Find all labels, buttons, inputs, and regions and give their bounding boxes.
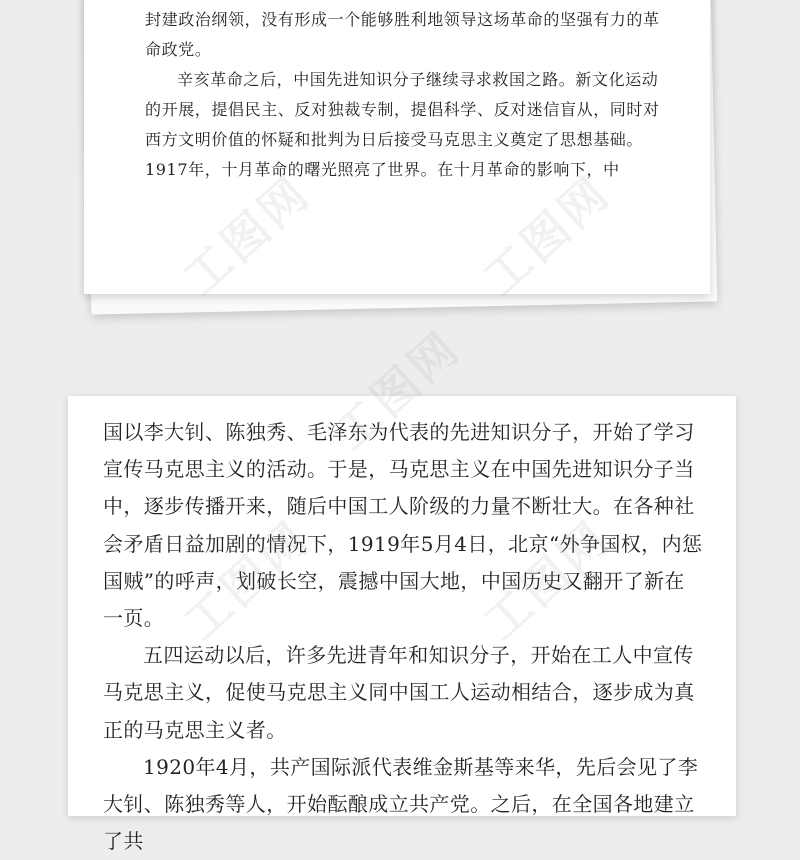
bottom-paragraph-1: 国以李大钊、陈独秀、毛泽东为代表的先进知识分子，开始了学习宣传马克思主义的活动。于是，马克思主义在中国先进知识分子当中，逐步传播开来，随后中国工人阶级的力量不断壮大。在各种社会矛盾日益加剧的情况下，1919年5月4日，北京“外争国权，内惩国贼”的呼声，划破长空，震撼中国大地，中国历史又翻开了新在一页。 xyxy=(103,420,703,631)
watermark: 工图网 xyxy=(323,319,471,461)
top-paragraph-2: 辛亥革命之后，中国先进知识分子继续寻求救国之路。新文化运动的开展，提倡民主、反对独裁专制，提倡科学、反对迷信盲从，同时对西方文明价值的怀疑和批判为日后接受马克思主义奠定了思想基础。1917年，十月革命的曙光照亮了世界。在十月革命的影响下，中 xyxy=(145,70,660,179)
top-page-text xyxy=(145,5,665,185)
top-paragraph-1: 封建政治纲领，没有形成一个能够胜利地领导这场革命的坚强有力的革命政党。 xyxy=(145,10,660,59)
bottom-paragraph-2: 五四运动以后，许多先进青年和知识分子，开始在工人中宣传马克思主义，促使马克思主义同中国工人运动相结合，逐步成为真正的马克思主义者。 xyxy=(103,643,695,742)
bottom-paragraph-3: 1920年4月，共产国际派代表维金斯基等来华，先后会见了李大钊、陈独秀等人，开始酝酿成立共产党。之后，在全国各地建立了共 xyxy=(103,754,699,854)
bottom-page-text xyxy=(103,414,703,860)
